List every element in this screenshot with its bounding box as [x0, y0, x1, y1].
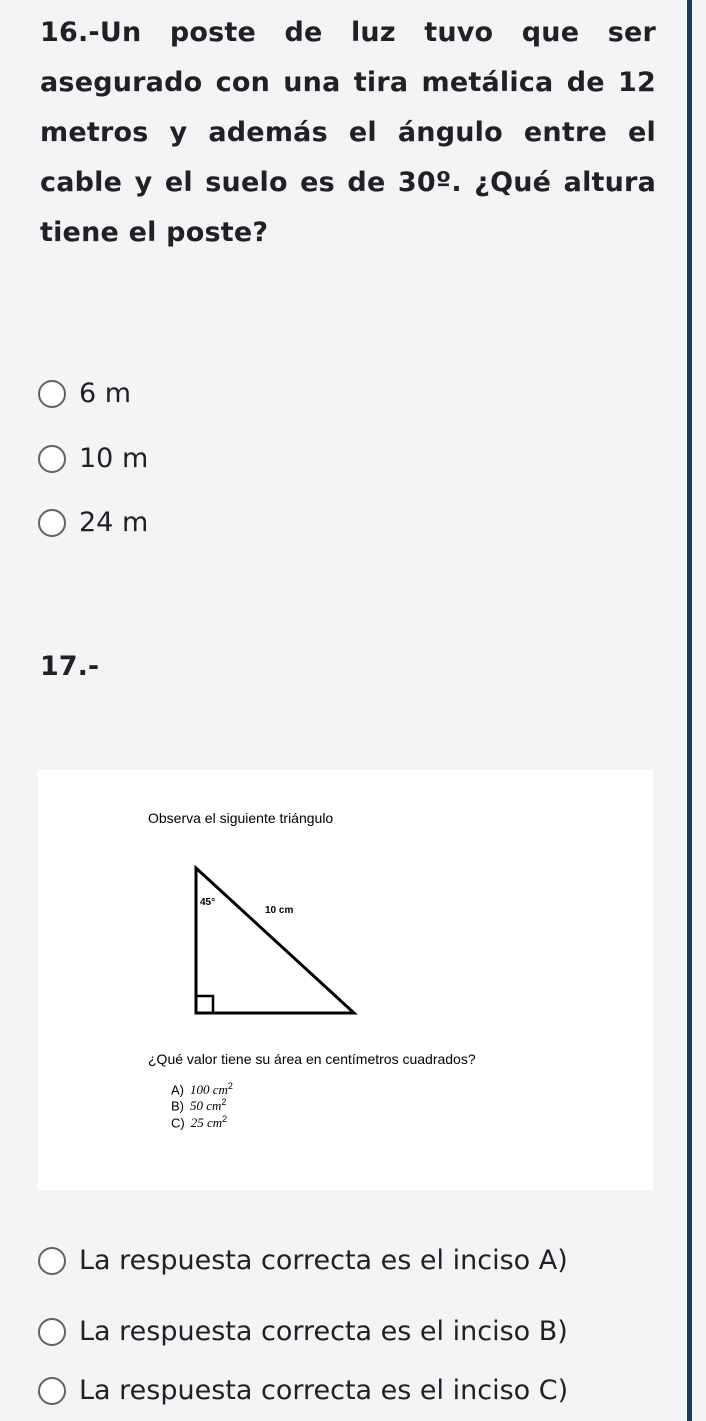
angle-label: 45°	[200, 897, 216, 908]
image-choice-c	[171, 1114, 227, 1131]
choice-exponent: 2	[222, 1114, 228, 1124]
option-label: 24 m	[79, 507, 149, 538]
question-16-text: 16.-Un poste de luz tuvo que ser asegurado con una tira metálica de 12 metros y además el ángulo entre el cable y el suelo es de 30º. ¿Qué altura tiene el poste?	[40, 17, 656, 248]
right-border-bar	[687, 0, 692, 1421]
radio-button[interactable]	[38, 1247, 66, 1275]
choice-value: 25 cm	[190, 1115, 223, 1131]
option-label: 6 m	[79, 378, 132, 409]
radio-button[interactable]	[38, 509, 66, 537]
option-label: La respuesta correcta es el inciso B)	[79, 1316, 568, 1347]
choice-letter: A)	[171, 1082, 184, 1098]
choice-exponent: 2	[227, 1081, 233, 1091]
q17-option-b[interactable]	[38, 1316, 568, 1347]
choice-value: 50 cm	[190, 1098, 222, 1114]
image-choice-b	[171, 1097, 226, 1114]
triangle-diagram	[38, 770, 653, 1190]
question-17-image	[38, 770, 653, 1190]
choice-value: 100 cm	[190, 1082, 228, 1098]
option-label: La respuesta correcta es el inciso C)	[79, 1375, 569, 1406]
radio-button[interactable]	[38, 1377, 66, 1405]
choice-letter: C)	[171, 1115, 185, 1131]
image-question-text: ¿Qué valor tiene su área en centímetros cuadrados?	[148, 1051, 476, 1067]
right-angle-marker	[196, 996, 213, 1013]
hypotenuse-label: 10 cm	[265, 905, 294, 916]
q16-option-24m[interactable]	[38, 507, 148, 538]
radio-button[interactable]	[38, 445, 66, 473]
right-triangle	[196, 868, 354, 1013]
image-choice-a	[171, 1081, 233, 1098]
question-17-title: 17.-	[40, 651, 100, 682]
choice-letter: B)	[171, 1098, 184, 1114]
q17-option-c[interactable]	[38, 1375, 568, 1406]
q17-option-a[interactable]	[38, 1245, 568, 1276]
radio-button[interactable]	[38, 380, 66, 408]
option-label: La respuesta correcta es el inciso A)	[79, 1245, 568, 1276]
q16-option-6m[interactable]	[38, 378, 131, 409]
radio-button[interactable]	[38, 1318, 66, 1346]
image-intro-text: Observa el siguiente triángulo	[148, 810, 334, 826]
choice-exponent: 2	[221, 1097, 227, 1107]
q16-option-10m[interactable]	[38, 443, 148, 474]
option-label: 10 m	[79, 443, 149, 474]
